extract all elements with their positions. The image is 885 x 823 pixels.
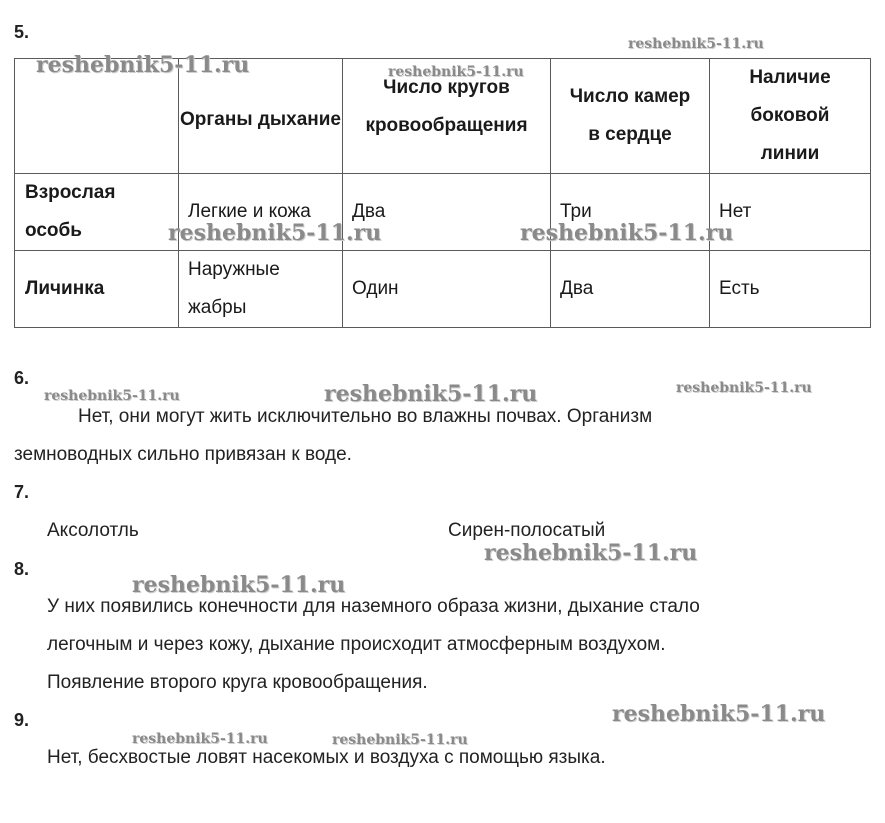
- table-row: [15, 174, 871, 251]
- watermark: reshebnik5-11.ru: [628, 36, 764, 52]
- row-label-adult: [15, 174, 179, 251]
- header-lateral-line-text: Наличие боковой линии: [749, 67, 831, 164]
- table-row: [15, 251, 871, 328]
- cell-adult-circulation: Два: [343, 174, 551, 251]
- watermark: reshebnik5-11.ru: [132, 572, 346, 598]
- cell-adult-breathing: Легкие и кожа: [179, 174, 343, 251]
- answer-7-left: Аксолотль: [47, 520, 139, 541]
- watermark: reshebnik5-11.ru: [132, 731, 268, 747]
- header-heart-chambers-text: Число камер в сердце: [569, 86, 691, 145]
- answer-6-line-2: земноводных сильно привязан к воде.: [14, 444, 352, 465]
- answer-9-line-1: Нет, бесхвостые ловят насекомых и воздуха с помощью языка.: [47, 747, 606, 768]
- cell-adult-lateral-line: Нет: [710, 174, 871, 251]
- watermark: reshebnik5-11.ru: [388, 64, 524, 80]
- cell-adult-chambers: Три: [551, 174, 710, 251]
- watermark: reshebnik5-11.ru: [44, 388, 180, 404]
- watermark: reshebnik5-11.ru: [168, 220, 382, 246]
- row-label-adult-text: Взрослая особь: [25, 182, 116, 241]
- answer-7-right: Сирен-полосатый: [448, 520, 606, 541]
- organs-table: [14, 58, 871, 328]
- question-6-number: 6.: [14, 368, 30, 388]
- cell-larva-breathing-text: Наружные жабры: [188, 259, 280, 318]
- cell-larva-lateral-line: Есть: [710, 251, 871, 328]
- header-breathing-organs-text: Органы дыхание: [180, 109, 341, 130]
- answer-8-line-3: Появление второго круга кровообращения.: [47, 672, 428, 693]
- cell-larva-circulation: Один: [343, 251, 551, 328]
- answer-8-line-1: У них появились конечности для наземного образа жизни, дыхание стало: [47, 596, 700, 617]
- cell-larva-chambers: Два: [551, 251, 710, 328]
- answer-8-line-2: легочным и через кожу, дыхание происходит атмосферным воздухом.: [47, 634, 666, 655]
- question-8-number: 8.: [14, 559, 30, 579]
- header-circulation-circles-text: Число кругов кровообращения: [365, 77, 528, 136]
- cell-larva-breathing: [179, 251, 343, 328]
- watermark: reshebnik5-11.ru: [676, 380, 812, 396]
- question-5-number: 5.: [14, 22, 30, 42]
- watermark: reshebnik5-11.ru: [612, 701, 826, 727]
- header-lateral-line: [710, 59, 871, 174]
- watermark: reshebnik5-11.ru: [36, 52, 250, 78]
- watermark: reshebnik5-11.ru: [484, 540, 698, 566]
- question-9-number: 9.: [14, 710, 30, 730]
- row-label-larva: Личинка: [15, 251, 179, 328]
- question-7-number: 7.: [14, 482, 30, 502]
- header-heart-chambers: [551, 59, 710, 174]
- watermark: reshebnik5-11.ru: [324, 381, 538, 407]
- watermark: reshebnik5-11.ru: [332, 732, 468, 748]
- watermark: reshebnik5-11.ru: [520, 220, 734, 246]
- answer-6-line-1: Нет, они могут жить исключительно во влажны почвах. Организм: [78, 406, 653, 427]
